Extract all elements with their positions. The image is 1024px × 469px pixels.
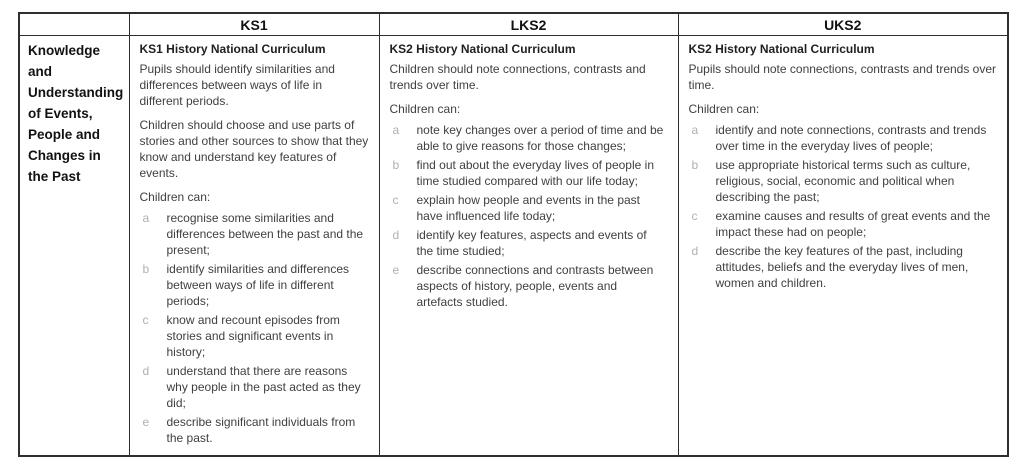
item-letter: b (691, 158, 699, 172)
item-text: describe connections and contrasts between aspects of history, people, events and artefacts studied. (416, 263, 654, 309)
header-row (19, 13, 1008, 36)
column-header-label: UKS2 (824, 16, 862, 33)
item-letter: a (392, 123, 400, 137)
curriculum-title: KS2 History National Curriculum (389, 42, 576, 56)
item-letter: d (392, 228, 400, 242)
curriculum-paragraph: Pupils should identify similarities and differences between ways of life in different periods. (139, 62, 335, 108)
curriculum-cell-content (380, 36, 678, 319)
curriculum-cell-content (679, 36, 1008, 300)
item-text: describe the key features of the past, including attitudes, beliefs and the everyday lives of men, women and children. (715, 244, 969, 290)
item-letter: d (691, 244, 699, 258)
list-item (140, 363, 369, 411)
row-header-label: Knowledge and Understanding of Events, People and Changes in the Past (28, 43, 124, 184)
curriculum-paragraph: Children should choose and use parts of stories and other sources to show that they know and understand key features of events. (139, 118, 369, 180)
curriculum-cell (129, 36, 379, 457)
item-text: understand that there are reasons why people in the past acted as they did; (166, 364, 361, 410)
curriculum-body-row (19, 36, 1008, 457)
column-header-label: KS1 (240, 16, 268, 33)
item-text: use appropriate historical terms such as culture, religious, social, economic and political when describing the past; (715, 158, 971, 204)
list-item (140, 312, 369, 360)
curriculum-cell-content (130, 36, 379, 455)
column-header-cell (129, 13, 379, 36)
curriculum-cell (678, 36, 1008, 457)
item-text: explain how people and events in the past have influenced life today; (416, 193, 640, 223)
item-text: note key changes over a period of time and be able to give reasons for those changes; (416, 123, 664, 153)
paragraph-group (140, 61, 369, 181)
item-letter: d (142, 364, 150, 378)
children-can-label: Children can: (389, 102, 461, 116)
children-can-label: Children can: (139, 190, 211, 204)
item-text: identify similarities and differences between ways of life in different periods; (166, 262, 350, 308)
item-letter: b (392, 158, 400, 172)
list-item (390, 262, 668, 310)
item-letter: c (392, 193, 399, 207)
list-item (140, 210, 369, 258)
item-text: recognise some similarities and differences between the past and the present; (166, 211, 364, 257)
items-list (140, 210, 369, 446)
curriculum-title: KS1 History National Curriculum (139, 42, 326, 56)
list-item (689, 157, 998, 205)
item-letter: a (691, 123, 699, 137)
curriculum-paragraph: Pupils should note connections, contrasts and trends over time. (688, 62, 997, 92)
item-text: examine causes and results of great events and the impact these had on people; (715, 209, 991, 239)
item-letter: e (392, 263, 400, 277)
curriculum-paragraph: Children should note connections, contrasts and trends over time. (389, 62, 646, 92)
column-header-cell (379, 13, 678, 36)
items-list (390, 122, 668, 310)
list-item (140, 414, 369, 446)
item-text: identify and note connections, contrasts and trends over time in the everyday lives of people; (715, 123, 987, 153)
row-header-cell (19, 36, 129, 457)
list-item (689, 243, 998, 291)
item-text: identify key features, aspects and events of the time studied; (416, 228, 647, 258)
paragraph-group (689, 61, 998, 93)
curriculum-table (18, 12, 1009, 457)
item-letter: c (142, 313, 149, 327)
column-header-label: LKS2 (510, 16, 547, 33)
list-item (140, 261, 369, 309)
item-letter: c (691, 209, 698, 223)
list-item (689, 208, 998, 240)
column-header-cell (678, 13, 1008, 36)
list-item (390, 157, 668, 189)
corner-cell (19, 13, 129, 36)
curriculum-title: KS2 History National Curriculum (688, 42, 875, 56)
curriculum-cell (379, 36, 678, 457)
item-letter: a (142, 211, 150, 225)
items-list (689, 122, 998, 291)
children-can-label: Children can: (688, 102, 760, 116)
paragraph-group (390, 61, 668, 93)
list-item (390, 192, 668, 224)
item-text: describe significant individuals from the past. (166, 415, 356, 445)
list-item (689, 122, 998, 154)
list-item (390, 227, 668, 259)
item-text: know and recount episodes from stories and significant events in history; (166, 313, 340, 359)
item-text: find out about the everyday lives of people in time studied compared with our life today; (416, 158, 654, 188)
list-item (390, 122, 668, 154)
item-letter: e (142, 415, 150, 429)
item-letter: b (142, 262, 150, 276)
